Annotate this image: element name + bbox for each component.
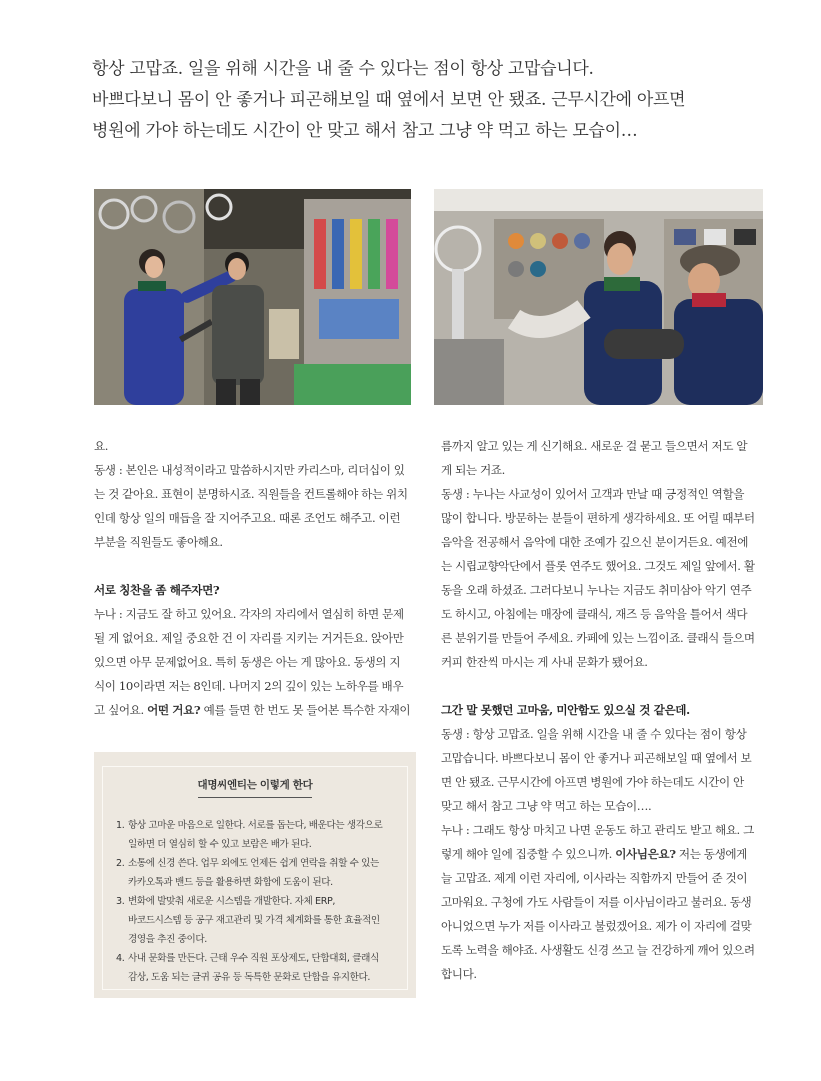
article-column-right xyxy=(441,434,764,986)
pull-quote-line: 항상 고맙죠. 일을 위해 시간을 내 줄 수 있다는 점이 항상 고맙습니다. xyxy=(92,59,594,79)
text-fragment: 렇게 해야 일에 집중할 수 있으니까. xyxy=(441,847,616,861)
text-line: 맞고 해서 참고 그냥 약 먹고 하는 모습이…. xyxy=(441,799,652,813)
tips-box-title: 대명씨엔티는 이렇게 한다 xyxy=(94,777,416,798)
photo-siblings-product xyxy=(434,189,763,405)
text-fragment: 예를 들면 한 번도 못 들어본 특수한 자재이 xyxy=(200,703,411,717)
text-line: 합니다. xyxy=(441,967,477,981)
interview-question: 서로 칭찬을 좀 해주자면? xyxy=(94,583,220,597)
text-line: 늘 고맙죠. 제게 이런 자리에, 이사라는 직함까지 만들어 준 것이 xyxy=(441,871,748,885)
text-line: 동생 : 누나는 사교성이 있어서 고객과 만날 때 긍정적인 역할을 xyxy=(441,487,745,501)
tips-list-item: 3. 변화에 발맞춰 새로운 시스템을 개발한다. 자체 ERP, 바코드시스템 등 공구 재고관리 및 가격 체계화를 통한 효율적인 경영을 추진 중이다. xyxy=(116,896,380,945)
text-line: 동생 : 본인은 내성적이라고 말씀하시지만 카리스마, 리더십이 있 xyxy=(94,463,405,477)
inline-question: 이사님은요? xyxy=(615,847,676,861)
text-line: 는 시립교향악단에서 플롯 연주도 했어요. 그것도 제일 앞에서. 활 xyxy=(441,559,755,573)
tips-list xyxy=(116,816,402,987)
photo-store-interview xyxy=(94,189,411,405)
text-line: 많이 합니다. 방문하는 분들이 편하게 생각하세요. 또 어릴 때부터 xyxy=(441,511,755,525)
text-line: 고마워요. 구청에 가도 사람들이 저를 이사님이라고 불러요. 동생 xyxy=(441,895,752,909)
text-fragment: 저는 동생에게 xyxy=(675,847,747,861)
text-line: 는 것 같아요. 표현이 분명하시죠. 직원들을 컨트롤해야 하는 위치 xyxy=(94,487,408,501)
text-fragment: 고 싶어요. xyxy=(94,703,148,717)
text-line: 될 게 없어요. 제일 중요한 건 이 자리를 지키는 거거든요. 앉아만 xyxy=(94,631,404,645)
text-line: 부분을 직원들도 좋아해요. xyxy=(94,535,223,549)
tips-box xyxy=(94,752,416,998)
text-line: 아니었으면 누가 저를 이사라고 불렀겠어요. 제가 이 자리에 걸맞 xyxy=(441,919,752,933)
text-line: 요. xyxy=(94,439,109,453)
pull-quote xyxy=(92,54,772,147)
text-line: 도 하시고, 아침에는 매장에 클래식, 재즈 등 음악을 틀어서 색다 xyxy=(441,607,748,621)
text-line: 동생 : 항상 고맙죠. 일을 위해 시간을 내 줄 수 있다는 점이 항상 xyxy=(441,727,747,741)
pull-quote-line: 바쁘다보니 몸이 안 좋거나 피곤해보일 때 옆에서 보면 안 됐죠. 근무시간에 아프면 xyxy=(92,90,686,110)
text-line: 고맙습니다. 바쁘다보니 몸이 안 좋거나 피곤해보일 때 옆에서 보 xyxy=(441,751,752,765)
text-line: 른 분위기를 만들어 주세요. 카페에 있는 느낌이죠. 클래식 들으며 xyxy=(441,631,755,645)
inline-question: 어떤 거요? xyxy=(147,703,201,717)
text-line: 도록 노력을 해야죠. 사생활도 신경 쓰고 늘 건강하게 깨어 있으려 xyxy=(441,943,755,957)
tips-list-item: 1. 항상 고마운 마음으로 일한다. 서로를 돕는다, 배운다는 생각으로 일하면 더 열심히 할 수 있고 보람은 배가 된다. xyxy=(116,820,383,850)
tips-list-item: 4. 사내 문화를 만든다. 근태 우수 직원 포상제도, 단합대회, 클래식 감상, 도움 되는 글귀 공유 등 독특한 문화로 단합을 유지한다. xyxy=(116,953,379,983)
pull-quote-line: 병원에 가야 하는데도 시간이 안 맞고 해서 참고 그냥 약 먹고 하는 모습이… xyxy=(92,121,638,141)
text-line xyxy=(441,842,764,866)
text-line: 누나 : 그래도 항상 마치고 나면 운동도 하고 관리도 받고 해요. 그 xyxy=(441,823,754,837)
text-line: 게 되는 거죠. xyxy=(441,463,505,477)
interview-question: 그간 말 못했던 고마움, 미안함도 있으실 것 같은데. xyxy=(441,703,690,717)
scalloped-edge xyxy=(94,748,416,756)
article-column-left xyxy=(94,434,415,722)
text-line: 커피 한잔씩 마시는 게 사내 문화가 됐어요. xyxy=(441,655,648,669)
text-line: 면 안 됐죠. 근무시간에 아프면 병원에 가야 하는데도 시간이 안 xyxy=(441,775,744,789)
text-line: 동을 오래 하셨죠. 그러다보니 누나는 지금도 취미삼아 악기 연주 xyxy=(441,583,752,597)
text-line xyxy=(94,698,415,722)
text-line: 인데 항상 일의 매듭을 잘 지어주고요. 때론 조언도 해주고. 이런 xyxy=(94,511,401,525)
tips-list-item: 2. 소통에 신경 쓴다. 업무 외에도 언제든 쉽게 연락을 취할 수 있는 카카오톡과 밴드 등을 활용하면 화합에 도움이 된다. xyxy=(116,858,379,888)
text-line: 식이 10이라면 저는 8인데. 나머지 2의 깊이 있는 노하우를 배우 xyxy=(94,679,404,693)
text-line: 름까지 알고 있는 게 신기해요. 새로운 걸 묻고 들으면서 저도 알 xyxy=(441,439,748,453)
text-line: 누나 : 지금도 잘 하고 있어요. 각자의 자리에서 열심히 하면 문제 xyxy=(94,607,404,621)
text-line: 있으면 아무 문제없어요. 특히 동생은 아는 게 많아요. 동생의 지 xyxy=(94,655,401,669)
text-line: 음악을 전공해서 음악에 대한 조예가 깊으신 분이거든요. 예전에 xyxy=(441,535,749,549)
